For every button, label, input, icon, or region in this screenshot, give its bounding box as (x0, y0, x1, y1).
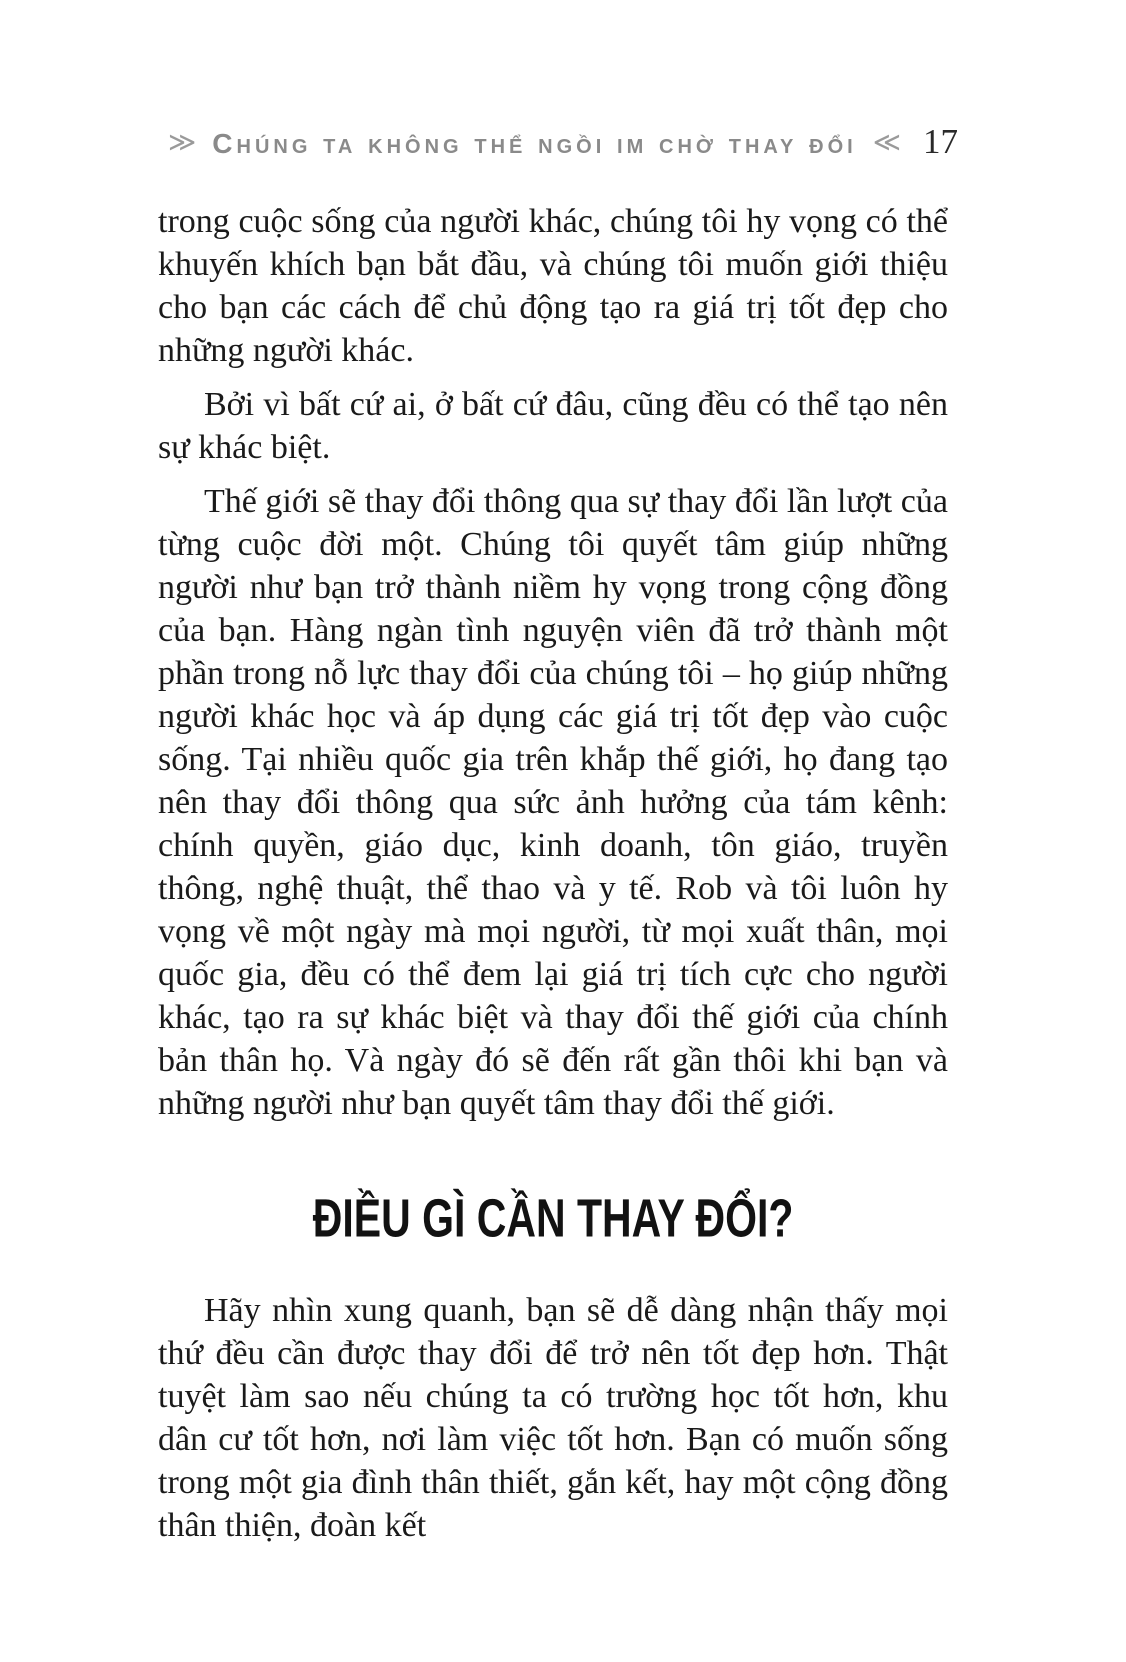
paragraph-continuation: trong cuộc sống của người khác, chúng tôi hy vọng có thể khuyến khích bạn bắt đầu, và chúng tôi muốn giới thiệu cho bạn các cách để chủ động tạo ra giá trị tốt đẹp cho những người khác. (158, 203, 948, 369)
section-heading (158, 1187, 948, 1249)
page-body (158, 200, 948, 1558)
paragraph: Thế giới sẽ thay đổi thông qua sự thay đổi lần lượt của từng cuộc đời một. Chúng tôi quyết tâm giúp những người như bạn trở thành niềm hy vọng trong cộng đồng của bạn. Hàng ngàn tình nguyện viên đã trở thành một phần trong nỗ lực thay đổi của chúng tôi – họ giúp những người khác học và áp dụng các giá trị tốt đẹp vào cuộc sống. Tại nhiều quốc gia trên khắp thế giới, họ đang tạo nên thay đổi thông qua sức ảnh hưởng của tám kênh: chính quyền, giáo dục, kinh doanh, tôn giáo, truyền thông, nghệ thuật, thể thao và y tế. Rob và tôi luôn hy vọng về một ngày mà mọi người, từ mọi xuất thân, mọi quốc gia, đều có thể đem lại giá trị tích cực cho người khác, tạo ra sự khác biệt và thay đổi thế giới của chính bản thân họ. Và ngày đó sẽ đến rất gần thôi khi bạn và những người như bạn quyết tâm thay đổi thế giới. (158, 483, 948, 1122)
double-chevron-left-icon: ≪ (872, 127, 901, 158)
running-title: Chúng ta không thể ngồi im chờ thay đổi (212, 128, 857, 159)
page-number: 17 (922, 122, 958, 161)
paragraph: Bởi vì bất cứ ai, ở bất cứ đâu, cũng đều có thể tạo nên sự khác biệt. (158, 386, 948, 466)
section-heading-text: ĐIỀU GÌ CẦN THAY ĐỔI? (312, 1187, 794, 1249)
double-chevron-right-icon: ≫ (168, 127, 197, 158)
running-header (0, 122, 1126, 162)
paragraph: Hãy nhìn xung quanh, bạn sẽ dễ dàng nhận thấy mọi thứ đều cần được thay đổi để trở nên tốt đẹp hơn. Thật tuyệt làm sao nếu chúng ta có trường học tốt hơn, khu dân cư tốt hơn, nơi làm việc tốt hơn. Bạn có muốn sống trong một gia đình thân thiết, gắn kết, hay một cộng đồng thân thiện, đoàn kết (158, 1292, 948, 1544)
